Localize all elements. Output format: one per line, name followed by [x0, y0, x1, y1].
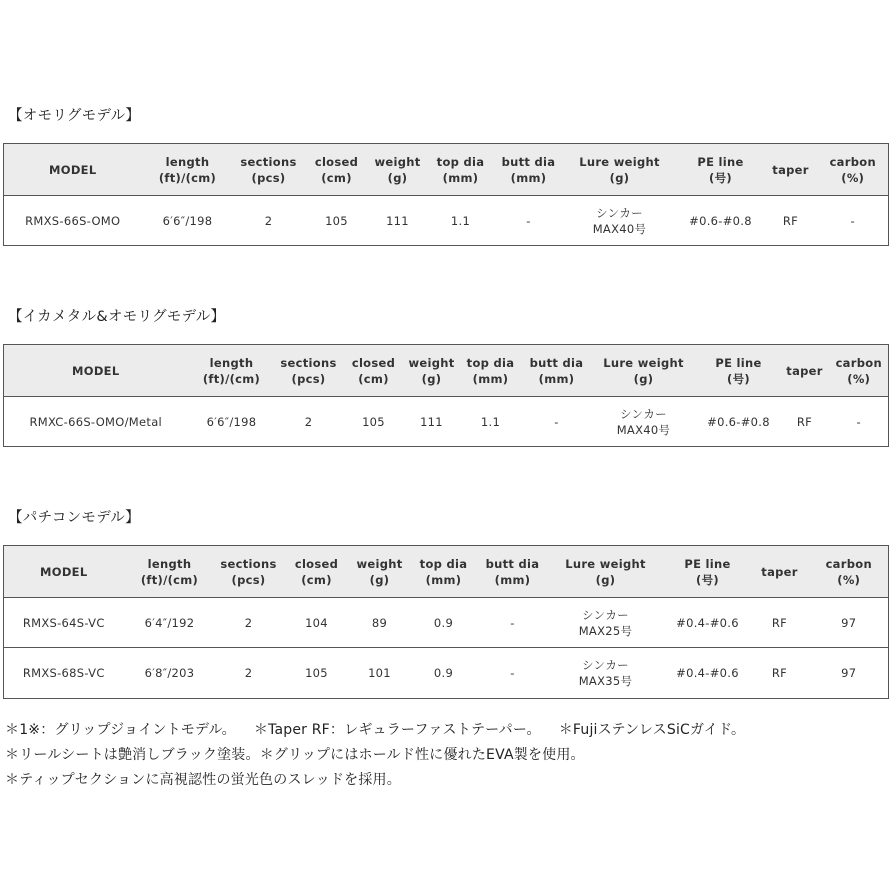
- header-butt-dia: butt dia (mm): [496, 144, 562, 196]
- header-model: MODEL: [4, 144, 142, 196]
- cell-lure-weight: シンカー MAX25号: [578, 607, 633, 638]
- cell-sections: 2: [244, 615, 253, 630]
- header-carbon: carbon (%): [810, 546, 889, 598]
- cell-weight: 111: [386, 213, 409, 228]
- cell-closed: 105: [325, 213, 348, 228]
- header-pe-line: PE line (号): [666, 546, 750, 598]
- spec-table-ikametal-omorig: [3, 344, 889, 447]
- cell-length: 6′6″/198: [206, 414, 257, 429]
- cell-model: RMXS-64S-VC: [22, 615, 105, 630]
- header-sections: sections (pcs): [216, 546, 282, 598]
- header-closed: closed (cm): [342, 345, 406, 397]
- header-lure-weight: Lure weight (g): [546, 546, 666, 598]
- note-guide: ＊FujiステンレスSiCガイド。: [558, 722, 746, 738]
- section-title-pachikon: 【パチコンモデル】: [8, 510, 140, 526]
- table-row: [4, 397, 889, 447]
- table-row: [4, 598, 889, 648]
- table-header-row: [4, 345, 889, 397]
- cell-length: 6′8″/203: [124, 648, 216, 699]
- header-length: length (ft)/(cm): [124, 546, 216, 598]
- cell-length: 6′4″/192: [144, 615, 195, 630]
- cell-pe-line: #0.6-#0.8: [707, 414, 770, 429]
- table-header-row: [4, 546, 889, 598]
- spec-table-omorig: [3, 143, 889, 246]
- cell-taper: RF: [796, 414, 813, 429]
- cell-sections: 2: [304, 414, 313, 429]
- cell-top-dia: 0.9: [433, 615, 454, 630]
- note-line-1: [5, 719, 745, 739]
- section-title-ikametal-omorig: 【イカメタル&オモリグモデル】: [8, 309, 226, 325]
- cell-top-dia: 1.1: [480, 414, 501, 429]
- header-weight: weight (g): [352, 546, 408, 598]
- header-closed: closed (cm): [304, 144, 370, 196]
- cell-weight: 101: [352, 648, 408, 699]
- spec-table-pachikon: [3, 545, 889, 699]
- cell-pe-line: #0.4-#0.6: [666, 648, 750, 699]
- header-sections: sections (pcs): [234, 144, 304, 196]
- cell-carbon: -: [850, 213, 855, 228]
- cell-closed: 104: [305, 615, 328, 630]
- header-taper: taper: [780, 345, 830, 397]
- cell-butt-dia: -: [480, 648, 546, 699]
- cell-pe-line: #0.4-#0.6: [676, 615, 739, 630]
- cell-model: RMXS-66S-OMO: [25, 213, 121, 228]
- header-length: length (ft)/(cm): [188, 345, 276, 397]
- note-grip-joint: ＊1※：グリップジョイントモデル。: [5, 722, 236, 738]
- cell-weight: 89: [371, 615, 388, 630]
- header-length: length (ft)/(cm): [142, 144, 234, 196]
- header-weight: weight (g): [370, 144, 426, 196]
- header-model: MODEL: [4, 345, 188, 397]
- cell-model: RMXS-68S-VC: [4, 648, 124, 699]
- note-taper: ＊Taper RF：レギュラーファストテーパー。: [253, 722, 541, 738]
- header-carbon: carbon (%): [830, 345, 889, 397]
- cell-carbon: 97: [810, 648, 889, 699]
- cell-closed: 105: [362, 414, 385, 429]
- cell-pe-line: #0.6-#0.8: [689, 213, 752, 228]
- cell-sections: 2: [264, 213, 273, 228]
- note-line-3: ＊ティップセクションに高視認性の蛍光色のスレッドを採用。: [5, 772, 401, 788]
- header-weight: weight (g): [406, 345, 458, 397]
- cell-closed: 105: [282, 648, 352, 699]
- cell-butt-dia: -: [526, 213, 531, 228]
- header-top-dia: top dia (mm): [458, 345, 524, 397]
- header-top-dia: top dia (mm): [408, 546, 480, 598]
- header-lure-weight: Lure weight (g): [590, 345, 698, 397]
- header-lure-weight: Lure weight (g): [562, 144, 678, 196]
- cell-length: 6′6″/198: [162, 213, 213, 228]
- cell-top-dia: 1.1: [450, 213, 471, 228]
- cell-top-dia: 0.9: [408, 648, 480, 699]
- cell-carbon: -: [856, 414, 861, 429]
- cell-weight: 111: [420, 414, 443, 429]
- cell-butt-dia: -: [554, 414, 559, 429]
- cell-sections: 2: [216, 648, 282, 699]
- table-header-row: [4, 144, 889, 196]
- header-closed: closed (cm): [282, 546, 352, 598]
- cell-lure-weight: シンカー MAX40号: [616, 406, 671, 437]
- header-pe-line: PE line (号): [698, 345, 780, 397]
- header-butt-dia: butt dia (mm): [524, 345, 590, 397]
- cell-lure-weight: シンカー MAX35号: [546, 648, 666, 699]
- header-pe-line: PE line (号): [678, 144, 764, 196]
- header-model: MODEL: [4, 546, 124, 598]
- cell-carbon: 97: [841, 615, 857, 630]
- header-taper: taper: [764, 144, 818, 196]
- cell-taper: RF: [771, 615, 788, 630]
- note-line-2: ＊リールシートは艶消しブラック塗装。＊グリップにはホールド性に優れたEVA製を使用。: [5, 747, 585, 763]
- table-row: [4, 648, 889, 699]
- cell-model: RMXC-66S-OMO/Metal: [29, 414, 163, 429]
- cell-butt-dia: -: [510, 615, 515, 630]
- table-row: [4, 196, 889, 246]
- cell-lure-weight: シンカー MAX40号: [592, 205, 647, 236]
- header-carbon: carbon (%): [818, 144, 889, 196]
- cell-taper: RF: [750, 648, 810, 699]
- header-sections: sections (pcs): [276, 345, 342, 397]
- header-top-dia: top dia (mm): [426, 144, 496, 196]
- header-butt-dia: butt dia (mm): [480, 546, 546, 598]
- header-taper: taper: [750, 546, 810, 598]
- cell-taper: RF: [782, 213, 799, 228]
- section-title-omorig: 【オモリグモデル】: [8, 108, 141, 124]
